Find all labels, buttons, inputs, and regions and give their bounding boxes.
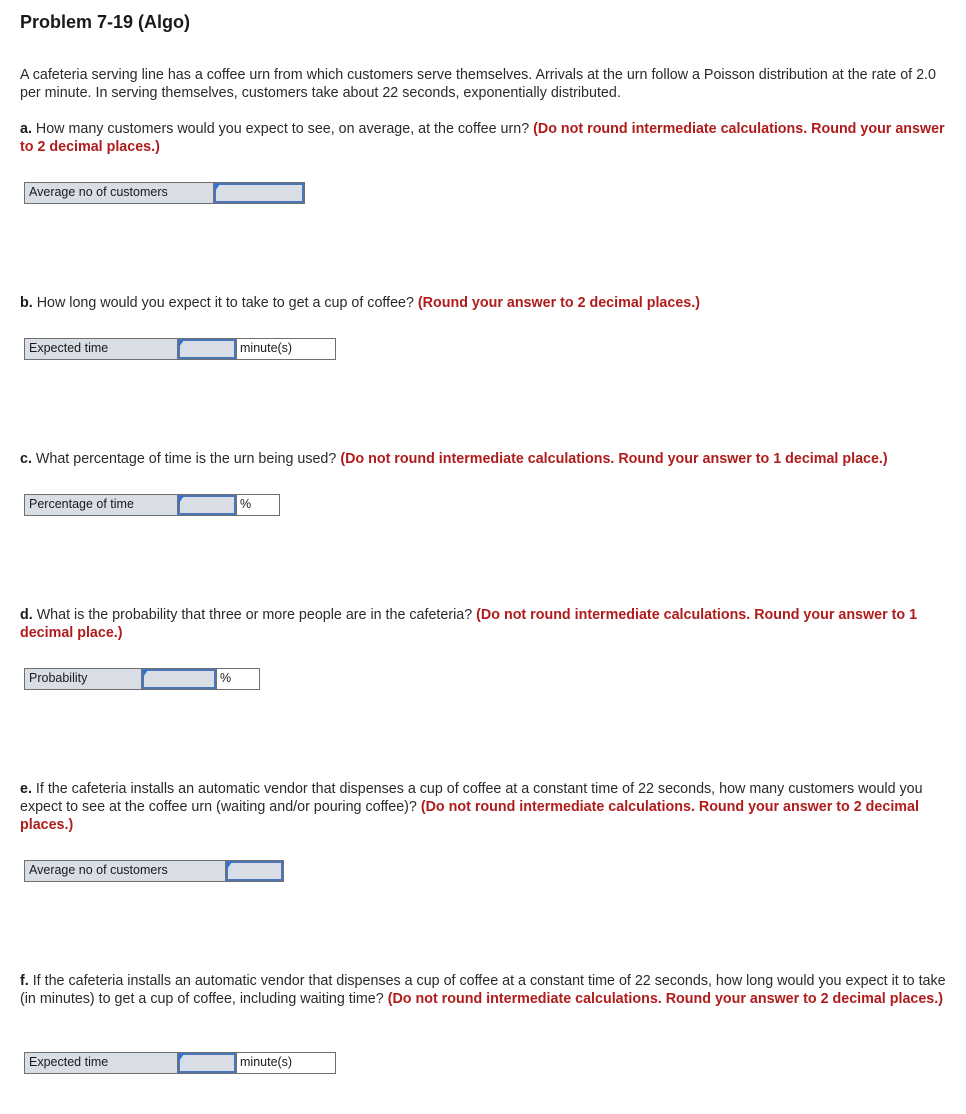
probability-input[interactable]: [142, 669, 216, 689]
answer-row-b: [24, 338, 336, 360]
answer-a-label: Average no of customers: [25, 183, 214, 203]
answer-c-unit: %: [236, 495, 279, 515]
vendor-expected-time-input[interactable]: [178, 1053, 236, 1073]
question-d-text: What is the probability that three or more people are in the cafeteria?: [32, 607, 477, 623]
answer-f-unit: minute(s): [236, 1053, 335, 1073]
question-b-lead: b.: [20, 295, 33, 311]
answer-f-label: Expected time: [25, 1053, 178, 1073]
problem-title: Problem 7-19 (Algo): [20, 12, 191, 32]
answer-b-label: Expected time: [25, 339, 178, 359]
question-b-text: How long would you expect it to take to get a cup of coffee?: [32, 295, 418, 311]
answer-d-cell: [142, 669, 216, 689]
expected-time-input[interactable]: [178, 339, 236, 359]
question-e-lead: e.: [20, 781, 32, 797]
question-d: [20, 606, 960, 642]
vendor-average-customers-input[interactable]: [226, 861, 283, 881]
question-b: [20, 294, 960, 312]
answer-d-label: Probability: [25, 669, 142, 689]
question-d-lead: d.: [20, 607, 33, 623]
question-f-lead: f.: [20, 973, 29, 989]
answer-d-unit: %: [216, 669, 259, 689]
question-c-lead: c.: [20, 451, 32, 467]
question-a: [20, 120, 960, 156]
question-a-text: How many customers would you expect to see, on average, at the coffee urn?: [31, 121, 534, 137]
answer-row-c: [24, 494, 280, 516]
answer-row-f: [24, 1052, 336, 1074]
answer-e-label: Average no of customers: [25, 861, 226, 881]
question-f-text: If the cafeteria installs an automatic vendor that dispenses a cup of coffee at a constant time of 22 seconds, how long would you expect it to take (in minutes) to get a cup of coffee, including waiting time?: [20, 973, 946, 1007]
answer-c-label: Percentage of time: [25, 495, 178, 515]
answer-b-cell: [178, 339, 236, 359]
answer-row-d: [24, 668, 260, 690]
question-c: [20, 450, 960, 468]
answer-row-e: [24, 860, 284, 882]
question-b-hint: (Round your answer to 2 decimal places.): [417, 295, 700, 311]
question-c-hint: (Do not round intermediate calculations. Round your answer to 1 decimal place.): [340, 451, 888, 467]
question-e: [20, 780, 960, 834]
question-a-hint: (Do not round intermediate calculations. Round your answer to 2 decimal places.): [20, 121, 945, 155]
answer-c-cell: [178, 495, 236, 515]
question-f: [20, 972, 960, 1008]
question-c-text: What percentage of time is the urn being used?: [31, 451, 341, 467]
question-e-text: If the cafeteria installs an automatic vendor that dispenses a cup of coffee at a constant time of 22 seconds, how many customers would you expect to see at the coffee urn (waiting and/or pouring coffee)?: [20, 781, 923, 815]
answer-a-cell: [214, 183, 304, 203]
question-f-hint: (Do not round intermediate calculations. Round your answer to 2 decimal places.): [387, 991, 943, 1007]
question-e-hint: (Do not round intermediate calculations. Round your answer to 2 decimal places.): [20, 799, 919, 833]
answer-f-cell: [178, 1053, 236, 1073]
average-customers-input[interactable]: [214, 183, 304, 203]
percentage-of-time-input[interactable]: [178, 495, 236, 515]
answer-e-cell: [226, 861, 283, 881]
problem-intro: A cafeteria serving line has a coffee urn from which customers serve themselves. Arrivals at the urn follow a Poisson distribution at the rate of 2.0 per minute. In serving themselves, customers take about 22 seconds, exponentially distributed.: [20, 67, 936, 101]
question-a-lead: a.: [20, 121, 32, 137]
question-d-hint: (Do not round intermediate calculations. Round your answer to 1 decimal place.): [20, 607, 918, 641]
answer-b-unit: minute(s): [236, 339, 335, 359]
answer-row-a: [24, 182, 305, 204]
